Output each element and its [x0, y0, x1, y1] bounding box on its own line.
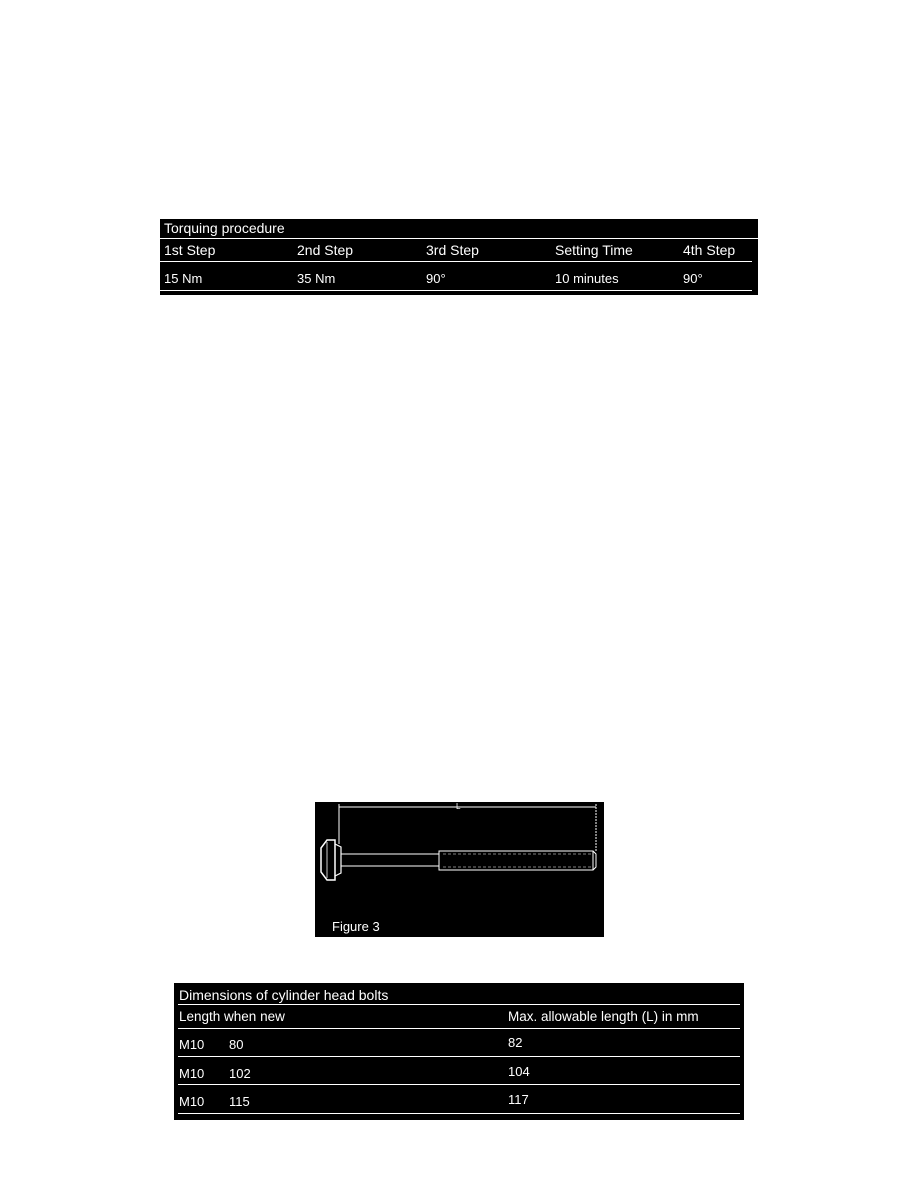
divider: [178, 1056, 740, 1057]
row-2-max: 104: [508, 1064, 530, 1079]
row-2-length: 102: [229, 1066, 251, 1081]
row-1-size: M10: [179, 1037, 205, 1052]
value-4th-step: 90°: [683, 271, 703, 286]
header-1st-step: 1st Step: [164, 242, 216, 258]
value-1st-step: 15 Nm: [164, 271, 203, 286]
figure-caption: Figure 3: [332, 919, 380, 934]
header-2nd-step: 2nd Step: [297, 242, 354, 258]
divider: [160, 238, 758, 239]
row-2-size: M10: [179, 1066, 205, 1081]
divider: [178, 1113, 740, 1114]
row-1-max: 82: [508, 1035, 523, 1050]
header-length-when-new: Length when new: [179, 1009, 285, 1024]
bolt-figure: [315, 802, 604, 937]
torquing-procedure-table: [160, 219, 758, 295]
value-2nd-step: 35 Nm: [297, 271, 336, 286]
bolt-dimensions-table: [174, 983, 744, 1120]
row-3-size: M10: [179, 1094, 205, 1109]
header-4th-step: 4th Step: [683, 242, 736, 258]
divider: [178, 1028, 740, 1029]
header-setting-time: Setting Time: [555, 242, 633, 258]
table-title: Torquing procedure: [164, 220, 285, 236]
value-setting-time: 10 minutes: [555, 271, 619, 286]
divider: [178, 1084, 740, 1085]
table-title: Dimensions of cylinder head bolts: [179, 987, 389, 1003]
row-1-length: 80: [229, 1037, 244, 1052]
row-3-length: 115: [229, 1094, 250, 1109]
bolt-drawing: [315, 802, 604, 937]
divider: [160, 261, 752, 262]
divider: [178, 1004, 740, 1005]
row-3-max: 117: [508, 1092, 529, 1107]
divider: [160, 290, 752, 291]
header-max-length: Max. allowable length (L) in mm: [508, 1009, 699, 1024]
dimension-label: L: [456, 802, 461, 811]
value-3rd-step: 90°: [426, 271, 446, 286]
header-3rd-step: 3rd Step: [426, 242, 479, 258]
